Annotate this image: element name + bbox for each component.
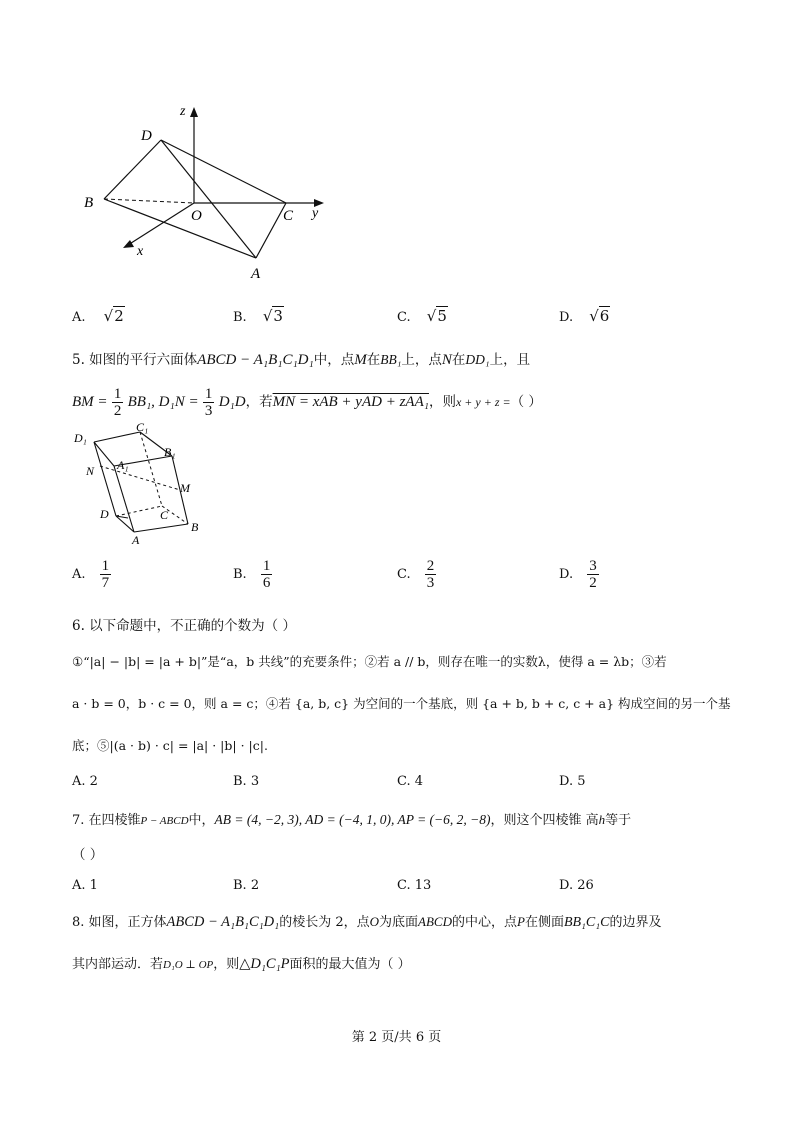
x-axis xyxy=(128,203,194,245)
q6-stem: 6. 以下命题中，不正确的个数为（ ） xyxy=(72,618,296,634)
q6-line1: ①“|a| − |b| = |a + b|”是“a，b 共线”的充要条件；②若 a // b，则存在唯一的实数λ，使得 a = λb；③若 xyxy=(72,654,667,669)
fig5-label-D1: D₁ xyxy=(74,431,87,445)
q4-option-b[interactable]: B. √3 xyxy=(233,307,283,325)
q4-figure xyxy=(70,95,340,290)
label-z: z xyxy=(180,104,186,119)
q7-stem-line1: 7. 在四棱锥P − ABCD中，AB = (4, −2, 3), AD = (−4, 1, 0), AP = (−6, 2, −8)，则这个四棱锥 高h等于 xyxy=(72,812,632,828)
q6-option-c[interactable]: C. 4 xyxy=(397,774,424,789)
q5-option-c[interactable]: C. $\frac{2}{3}$ xyxy=(397,558,435,591)
q7-option-c[interactable]: C. 13 xyxy=(397,878,432,893)
q8-stem-line1: 8. 如图，正方体ABCD − A₁B₁C₁D₁的棱长为 2，点O为底面ABCD的中心，点P在侧面BB₁C₁C的边界及 xyxy=(72,914,662,930)
fig5-label-B: B xyxy=(191,520,199,534)
label-O: O xyxy=(191,208,202,224)
z-arrow xyxy=(190,107,198,117)
edge-DA xyxy=(161,140,256,258)
page-footer: 第 2 页/共 6 页 xyxy=(351,1030,442,1045)
q6-option-b[interactable]: B. 3 xyxy=(233,774,260,789)
q7-stem-line2: （ ） xyxy=(72,847,104,863)
q5-option-b[interactable]: B. $\frac{1}{6}$ xyxy=(233,558,271,591)
q8-stem-line2: 其内部运动．若D₁O ⊥ OP，则△D₁C₁P面积的最大值为（ ） xyxy=(72,956,411,972)
x-arrow xyxy=(123,240,134,248)
fig5-label-M: M xyxy=(180,481,190,495)
q6-option-a[interactable]: A. 2 xyxy=(72,774,98,789)
q5-option-d[interactable]: D. $\frac{3}{2}$ xyxy=(559,558,597,591)
label-C: C xyxy=(283,208,294,224)
fig5-label-A1: A₁ xyxy=(117,458,129,472)
q5-stem-line2: BM = $\frac{1}{2}$ BB₁, D₁N = $\frac{1}{3}$ D₁D，若MN = xAB + yAD + zAA₁，则x + y + z =（ ） xyxy=(72,386,542,419)
label-D: D xyxy=(141,128,152,144)
label-x: x xyxy=(137,244,144,259)
fig5-label-A: A xyxy=(132,533,140,547)
q7-option-b[interactable]: B. 2 xyxy=(233,878,260,893)
label-B: B xyxy=(84,195,94,211)
label-y: y xyxy=(312,206,319,221)
edge-BO-dashed xyxy=(104,199,194,203)
edge-BD xyxy=(104,140,161,199)
fig5-label-B1: B₁ xyxy=(164,445,176,459)
q5-figure xyxy=(70,420,250,550)
q7-option-a[interactable]: A. 1 xyxy=(72,878,98,893)
edge-BA xyxy=(104,199,256,258)
fig5-label-N: N xyxy=(86,464,95,478)
q5-stem-line1: 5. 如图的平行六面体ABCD − A₁B₁C₁D₁中，点M在BB₁上，点N在DD₁上，且 xyxy=(72,352,531,368)
q4-option-c[interactable]: C. √5 xyxy=(397,307,447,325)
q6-line2: a · b = 0，b · c = 0，则 a = c；④若 {a, b, c} 为空间的一个基底，则 {a + b, b + c, c + a} 构成空间的另一个基 xyxy=(72,696,731,711)
label-A: A xyxy=(251,266,261,282)
edge-CA xyxy=(256,203,286,258)
edge-DC xyxy=(161,140,286,203)
fig5-label-C1: C₁ xyxy=(136,420,149,434)
q4-option-d[interactable]: D. √6 xyxy=(559,307,610,325)
q6-option-d[interactable]: D. 5 xyxy=(559,774,586,789)
q4-option-a[interactable]: A. √2 xyxy=(72,307,124,325)
fig5-label-D: D xyxy=(100,507,109,521)
q6-line3: 底；⑤|(a · b) · c| = |a| · |b| · |c|. xyxy=(72,738,268,753)
q5-option-a[interactable]: A. $\frac{1}{7}$ xyxy=(72,558,110,591)
q7-option-d[interactable]: D. 26 xyxy=(559,878,594,893)
fig5-label-C: C xyxy=(160,508,169,522)
